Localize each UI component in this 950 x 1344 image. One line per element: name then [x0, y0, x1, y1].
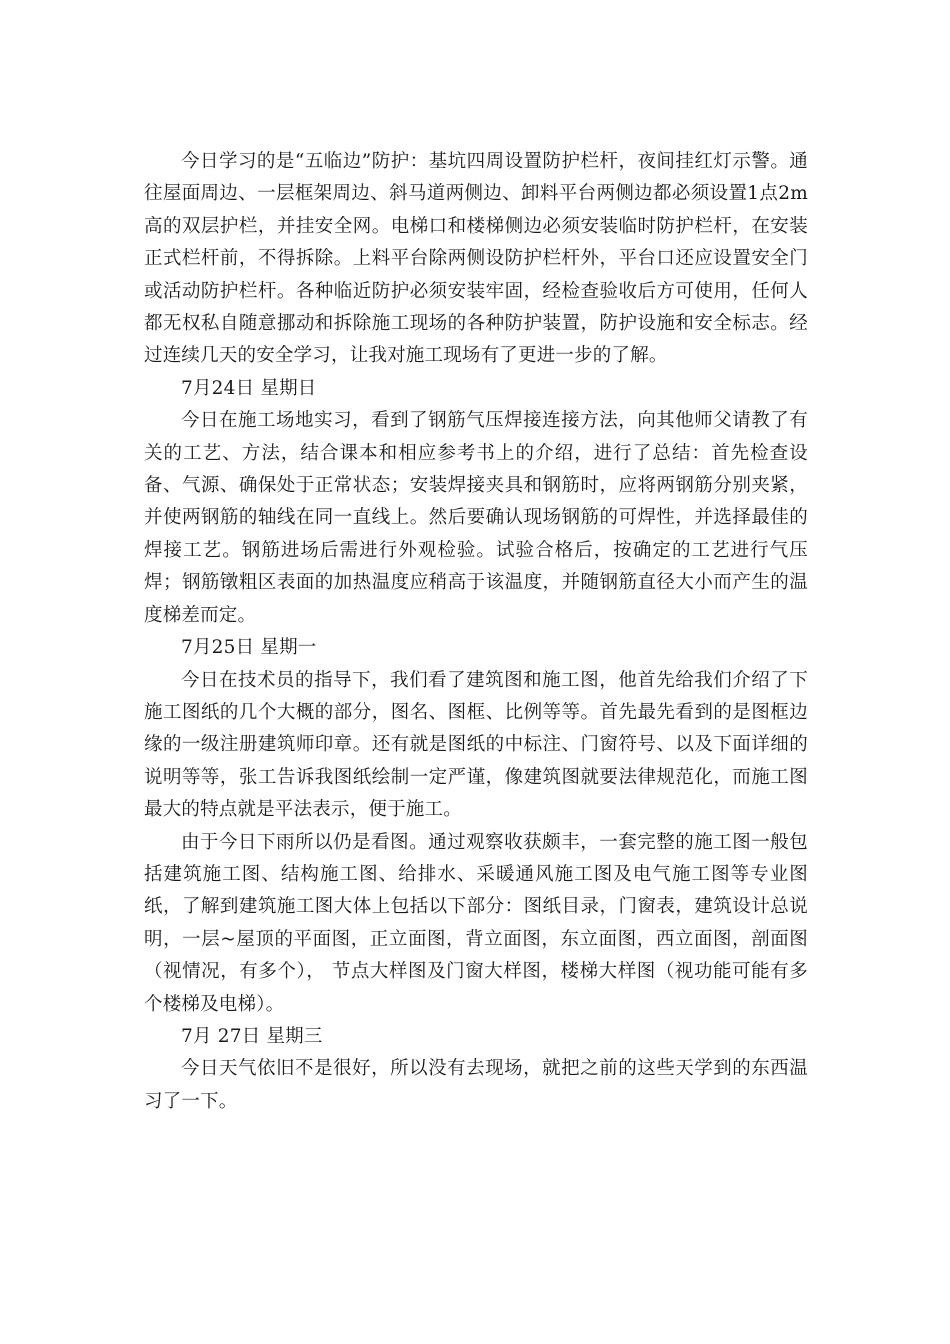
paragraph-construction-drawings: 由于今日下雨所以仍是看图。通过观察收获颇丰，一套完整的施工图一般包括建筑施工图、结构施工图、给排水、采暖通风施工图及电气施工图等专业图纸，了解到建筑施工图大体上包括以下部分：图纸目录，门窗表，建筑设计总说明，一层~屋顶的平面图，正立面图，背立面图，东立面图，西立面图，剖面图（视情况，有多个）， 节点大样图及门窗大样图，楼梯大样图（视功能可能有多个楼梯及电梯）。 — [144, 831, 808, 1015]
paragraph-review: 今日天气依旧不是很好，所以没有去现场，就把之前的这些天学到的东西温习了一下。 — [144, 1058, 808, 1112]
date-heading-jul-24: 7月24日 星期日 — [181, 377, 317, 399]
date-heading-jul-27: 7月 27日 星期三 — [181, 1025, 323, 1047]
paragraph-five-edge-protection: 今日学习的是“五临边”防护：基坑四周设置防护栏杆，夜间挂红灯示警。通往屋面周边、一层框架周边、斜马道两侧边、卸料平台两侧边都必须设置1点2m高的双层护栏，并挂安全网。电梯口和楼梯侧边必须安装临时防护栏杆，在安装正式栏杆前，不得拆除。上料平台除两侧设防护栏杆外，平台口还应设置安全门或活动防护栏杆。各种临近防护必须安装牢固，经检查验收后方可使用，任何人都无权私自随意挪动和拆除施工现场的各种防护装置，防护设施和安全标志。经过连续几天的安全学习，让我对施工现场有了更进一步的了解。 — [144, 151, 808, 367]
document-body — [144, 146, 808, 1118]
paragraph-drawing-introduction: 今日在技术员的指导下，我们看了建筑图和施工图，他首先给我们介绍了下施工图纸的几个大概的部分，图名、图框、比例等等。首先最先看到的是图框边缘的一级注册建筑师印章。还有就是图纸的中标注、门窗符号、以及下面详细的说明等等，张工告诉我图纸绘制一定严谨，像建筑图就要法律规范化，而施工图最大的特点就是平法表示，便于施工。 — [144, 669, 808, 821]
paragraph-rebar-pressure-welding: 今日在施工场地实习，看到了钢筋气压焊接连接方法，向其他师父请教了有关的工艺、方法，结合课本和相应参考书上的介绍，进行了总结：首先检查设备、气源、确保处于正常状态；安装焊接夹具和钢筋时，应将两钢筋分别夹紧，并使两钢筋的轴线在同一直线上。然后要确认现场钢筋的可焊性，并选择最佳的焊接工艺。钢筋进场后需进行外观检验。试验合格后，按确定的工艺进行气压焊；钢筋镦粗区表面的加热温度应稍高于该温度，并随钢筋直径大小而产生的温度梯差而定。 — [144, 410, 808, 626]
date-heading-jul-25: 7月25日 星期一 — [181, 637, 317, 659]
